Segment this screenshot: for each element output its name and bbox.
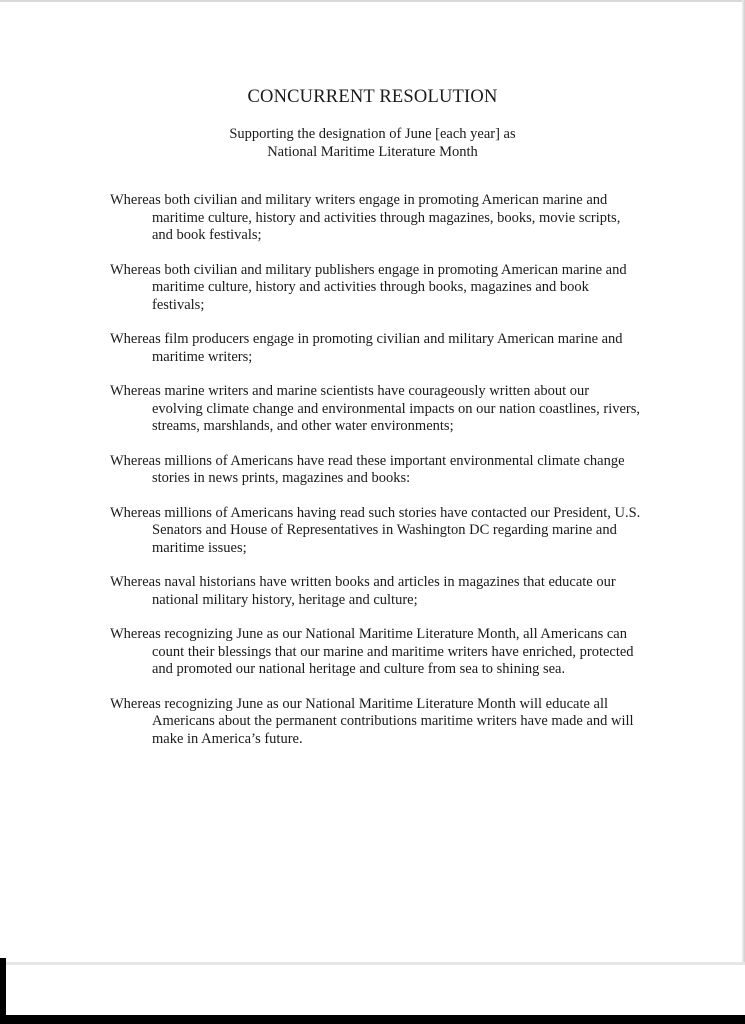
document-title: CONCURRENT RESOLUTION	[247, 87, 498, 107]
whereas-clause: Whereas naval historians have written books and articles in magazines that educate our national military history, heritage and culture;	[110, 574, 616, 608]
whereas-clause: Whereas marine writers and marine scientists have courageously written about our evolving climate change and environmental impacts on our nation coastlines, rivers, streams, marshlands, and other water environments;	[110, 383, 641, 434]
whereas-clause: Whereas millions of Americans have read these important environmental climate change stories in news prints, magazines and books:	[110, 452, 625, 486]
whereas-clause: Whereas film producers engage in promoting civilian and military American marine and maritime writers;	[110, 331, 623, 365]
subtitle-line-1: Supporting the designation of June [each year] as	[229, 126, 516, 142]
scan-bottom-shadow	[0, 962, 745, 965]
whereas-clauses	[110, 192, 642, 765]
whereas-clause: Whereas recognizing June as our National Maritime Literature Month will educate all Americans about the permanent contributions maritime writers have made and will make in America’s future.	[110, 695, 634, 747]
document-subtitle	[0, 125, 745, 161]
whereas-clause: Whereas both civilian and military publishers engage in promoting American marine and maritime culture, history and activities through books, magazines and book festivals;	[110, 261, 627, 313]
scan-bottom-bar	[0, 1015, 745, 1024]
scan-top-edge	[0, 0, 745, 2]
subtitle-line-2: National Maritime Literature Month	[267, 144, 478, 160]
whereas-clause: Whereas recognizing June as our National Maritime Literature Month, all Americans can count their blessings that our marine and maritime writers have enriched, protected and promoted our national heritage and culture from sea to shining sea.	[110, 626, 634, 677]
whereas-clause: Whereas millions of Americans having read such stories have contacted our President, U.S. Senators and House of Representatives in Washington DC regarding marine and maritime issues;	[110, 504, 641, 556]
whereas-clause: Whereas both civilian and military writers engage in promoting American marine and maritime culture, history and activities through magazines, books, movie scripts, and book festivals;	[110, 192, 621, 243]
